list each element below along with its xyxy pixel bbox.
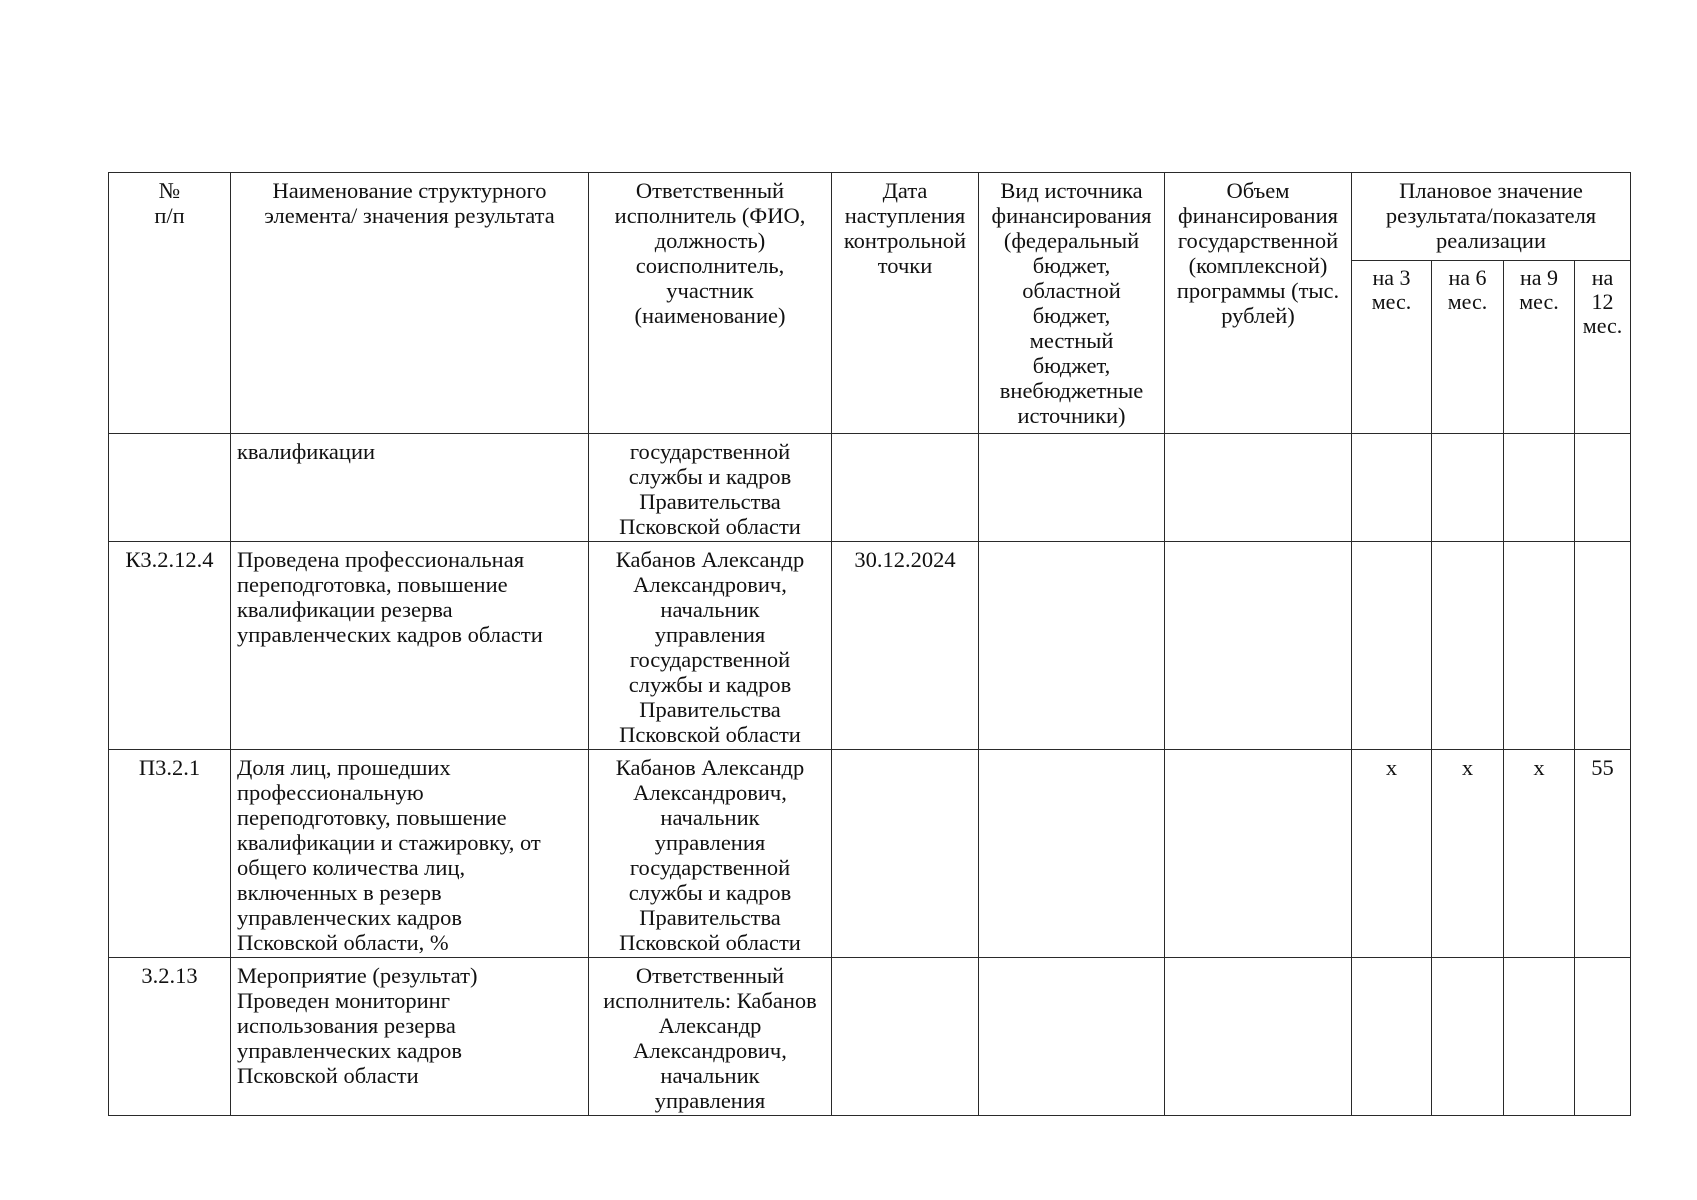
header-executor: Ответственный исполнитель (ФИО, должность) соисполнитель, участник (наименование) bbox=[589, 173, 832, 434]
cell-num: К3.2.12.4 bbox=[109, 542, 231, 750]
cell-volume bbox=[1165, 958, 1352, 1116]
cell-m9 bbox=[1504, 434, 1575, 542]
header-m9: на 9 мес. bbox=[1504, 261, 1575, 434]
cell-source bbox=[979, 750, 1165, 958]
cell-num: П3.2.1 bbox=[109, 750, 231, 958]
header-volume: Объем финансирования государственной (комплексной) программы (тыс. рублей) bbox=[1165, 173, 1352, 434]
cell-date bbox=[832, 434, 979, 542]
cell-m6 bbox=[1432, 958, 1504, 1116]
cell-date bbox=[832, 750, 979, 958]
cell-source bbox=[979, 434, 1165, 542]
cell-date: 30.12.2024 bbox=[832, 542, 979, 750]
cell-executor: Кабанов Александр Александрович, начальник управления государственной службы и кадров Правительства Псковской области bbox=[589, 750, 832, 958]
cell-num bbox=[109, 434, 231, 542]
table-row bbox=[109, 750, 1631, 958]
cell-m12: 55 bbox=[1575, 750, 1631, 958]
cell-executor: Ответственный исполнитель: Кабанов Александр Александрович, начальник управления bbox=[589, 958, 832, 1116]
cell-m12 bbox=[1575, 434, 1631, 542]
document-page bbox=[108, 172, 1630, 1116]
table-row bbox=[109, 542, 1631, 750]
table-row bbox=[109, 434, 1631, 542]
cell-volume bbox=[1165, 434, 1352, 542]
header-plan: Плановое значение результата/показателя реализации bbox=[1352, 173, 1631, 261]
cell-date bbox=[832, 958, 979, 1116]
cell-source bbox=[979, 958, 1165, 1116]
cell-m9: x bbox=[1504, 750, 1575, 958]
table-row bbox=[109, 958, 1631, 1116]
cell-source bbox=[979, 542, 1165, 750]
cell-m6: x bbox=[1432, 750, 1504, 958]
cell-m3 bbox=[1352, 542, 1432, 750]
cell-m6 bbox=[1432, 542, 1504, 750]
cell-m3: x bbox=[1352, 750, 1432, 958]
cell-executor: Кабанов Александр Александрович, начальник управления государственной службы и кадров Правительства Псковской области bbox=[589, 542, 832, 750]
cell-name: Доля лиц, прошедших профессиональную переподготовку, повышение квалификации и стажировку, от общего количества лиц, включенных в резерв управленческих кадров Псковской области, % bbox=[231, 750, 589, 958]
cell-name: квалификации bbox=[231, 434, 589, 542]
header-row bbox=[109, 173, 1631, 261]
cell-executor: государственной службы и кадров Правительства Псковской области bbox=[589, 434, 832, 542]
cell-num: 3.2.13 bbox=[109, 958, 231, 1116]
header-m12: на 12 мес. bbox=[1575, 261, 1631, 434]
cell-volume bbox=[1165, 750, 1352, 958]
plan-table bbox=[108, 172, 1631, 1116]
cell-m6 bbox=[1432, 434, 1504, 542]
header-date: Дата наступления контрольной точки bbox=[832, 173, 979, 434]
cell-m3 bbox=[1352, 434, 1432, 542]
header-num: № п/п bbox=[109, 173, 231, 434]
header-m3: на 3 мес. bbox=[1352, 261, 1432, 434]
cell-name: Проведена профессиональная переподготовка, повышение квалификации резерва управленческих кадров области bbox=[231, 542, 589, 750]
cell-m12 bbox=[1575, 958, 1631, 1116]
header-m6: на 6 мес. bbox=[1432, 261, 1504, 434]
cell-m12 bbox=[1575, 542, 1631, 750]
header-name: Наименование структурного элемента/ значения результата bbox=[231, 173, 589, 434]
header-source: Вид источника финансирования (федеральный бюджет, областной бюджет, местный бюджет, внебюджетные источники) bbox=[979, 173, 1165, 434]
cell-m9 bbox=[1504, 958, 1575, 1116]
cell-m9 bbox=[1504, 542, 1575, 750]
cell-volume bbox=[1165, 542, 1352, 750]
cell-m3 bbox=[1352, 958, 1432, 1116]
cell-name: Мероприятие (результат) Проведен мониторинг использования резерва управленческих кадров Псковской области bbox=[231, 958, 589, 1116]
